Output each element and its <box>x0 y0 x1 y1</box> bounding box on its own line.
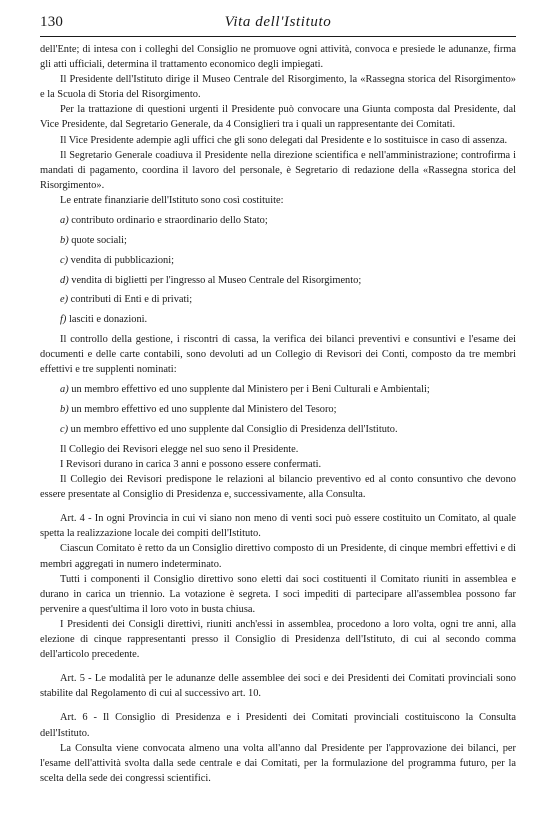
paragraph: Il controllo della gestione, i riscontri di cassa, la verifica dei bilanci preventivi e consuntivi e l'esame dei documenti e delle carte contabili, sono devoluti ad un Collegio di Revisori dei Conti, composto da tre membri effettivi e tre supplenti nominati: <box>40 334 516 376</box>
paragraph: Il Collegio dei Revisori elegge nel suo seno il Presidente. <box>60 443 299 455</box>
paragraph: Il Presidente dell'Istituto dirige il Museo Centrale del Risorgimento, la «Rassegna storica del Risorgimento» e la Scuola di Storia del Risorgimento. <box>40 74 516 101</box>
paragraph: La Consulta viene convocata almeno una volta all'anno dal Presidente per l'approvazione dei bilanci, per l'esame dell'attività svolta dalla sede centrale e dai Comitati, per la formulazione del programma futuro, per la scelta della sede dei congressi scientifici. <box>40 742 516 784</box>
list-item <box>40 213 516 228</box>
list-item-label: c) <box>60 424 69 436</box>
list-item <box>40 233 516 248</box>
paragraph: Art. 4 - In ogni Provincia in cui vi siano non meno di venti soci può essere costituito un Comitato, al quale spetta la realizzazione locale dei compiti dell'Istituto. <box>40 513 516 540</box>
list-item-label: c) <box>60 254 69 266</box>
page-number: 130 <box>40 14 64 30</box>
list-item-label: f) <box>60 314 67 326</box>
list-item <box>40 402 516 417</box>
list-item-label: a) <box>60 214 69 226</box>
list-item-label: e) <box>60 294 69 306</box>
paragraph: Il Vice Presidente adempie agli uffici che gli sono delegati dal Presidente e lo sostituisce in caso di assenza. <box>60 134 508 146</box>
list-item-label: b) <box>60 404 69 416</box>
page-header <box>40 14 516 36</box>
list-item-text: un membro effettivo ed uno supplente dal Ministero per i Beni Culturali e Ambientali; <box>68 384 430 396</box>
header-rule <box>40 36 516 37</box>
paragraph: Il Collegio dei Revisori predispone le relazioni al bilancio preventivo ed al conto consuntivo che devono essere presentate al Consiglio di Presidenza e, successivamente, alla Consulta. <box>40 474 516 501</box>
list-item <box>40 312 516 327</box>
list-item <box>40 292 516 307</box>
list-item-text: vendita di biglietti per l'ingresso al Museo Centrale del Risorgimento; <box>68 274 362 286</box>
paragraph: Il Segretario Generale coadiuva il Presidente nella direzione scientifica e nell'amministrazione; controfirma i mandati di pagamento, coordina il lavoro del personale, è Segretario di redazione della «Rassegna storica del Risorgimento». <box>40 149 516 191</box>
paragraph: I Presidenti dei Consigli direttivi, riuniti anch'essi in assemblea, procedono a loro volta, ogni tre anni, alla elezione di cinque rappresentanti presso il Consiglio di Presidenza dell'Istituto, di cui al secondo comma dell'articolo precedente. <box>40 618 516 661</box>
paragraph: Ciascun Comitato è retto da un Consiglio direttivo composto di un Presidente, di cinque membri effettivi e di membri aggregati in numero indeterminato. <box>40 543 516 570</box>
paragraph: Art. 5 - Le modalità per le adunanze delle assemblee dei soci e dei Presidenti dei Comitati provinciali sono stabilite dal Regolamento di cui al successivo art. 10. <box>40 673 516 700</box>
list-item-text: un membro effettivo ed uno supplente dal Consiglio di Presidenza dell'Istituto. <box>68 424 398 436</box>
paragraph: Art. 6 - Il Consiglio di Presidenza e i Presidenti dei Comitati provinciali costituiscono la Consulta dell'Istituto. <box>40 712 516 739</box>
list-item-text: un membro effettivo ed uno supplente dal Ministero del Tesoro; <box>68 404 337 416</box>
list-item-label: d) <box>60 274 69 286</box>
list-item <box>40 422 516 437</box>
list-item-text: contributi di Enti e di privati; <box>68 294 193 306</box>
paragraph: dell'Ente; di intesa con i colleghi del Consiglio ne promuove ogni attività, convoca e presiede le adunanze, firma gli atti ufficiali, determina il trattamento economico degli impiegati. <box>40 44 516 71</box>
paragraph: Per la trattazione di questioni urgenti il Presidente può convocare una Giunta composta dal Presidente, dal Vice Presidente, dal Segretario Generale, da 4 Consiglieri tra i quali un rappresentante dei Comitati. <box>40 104 516 131</box>
paragraph: Le entrate finanziarie dell'Istituto sono così costituite: <box>60 194 284 206</box>
list-item-text: lasciti e donazioni. <box>66 314 148 326</box>
paragraph: I Revisori durano in carica 3 anni e possono essere confermati. <box>60 459 322 471</box>
list-item-text: quote sociali; <box>68 234 127 246</box>
list-item <box>40 273 516 288</box>
list-item-label: b) <box>60 234 69 246</box>
list-item-text: vendita di pubblicazioni; <box>68 254 174 266</box>
list-item-text: contributo ordinario e straordinario dello Stato; <box>68 214 268 226</box>
running-title: Vita dell'Istituto <box>224 14 332 30</box>
list-item <box>40 382 516 397</box>
body-text <box>40 42 516 786</box>
list-item-label: a) <box>60 384 69 396</box>
list-item <box>40 253 516 268</box>
paragraph: Tutti i componenti il Consiglio direttivo sono eletti dai soci costituenti il Comitato riuniti in assemblea e durano in carica un triennio. La votazione è segreta. I soci impediti di partecipare all'assemblea possono far pervenire a quest'ultima il loro voto in busta chiusa. <box>40 573 516 615</box>
